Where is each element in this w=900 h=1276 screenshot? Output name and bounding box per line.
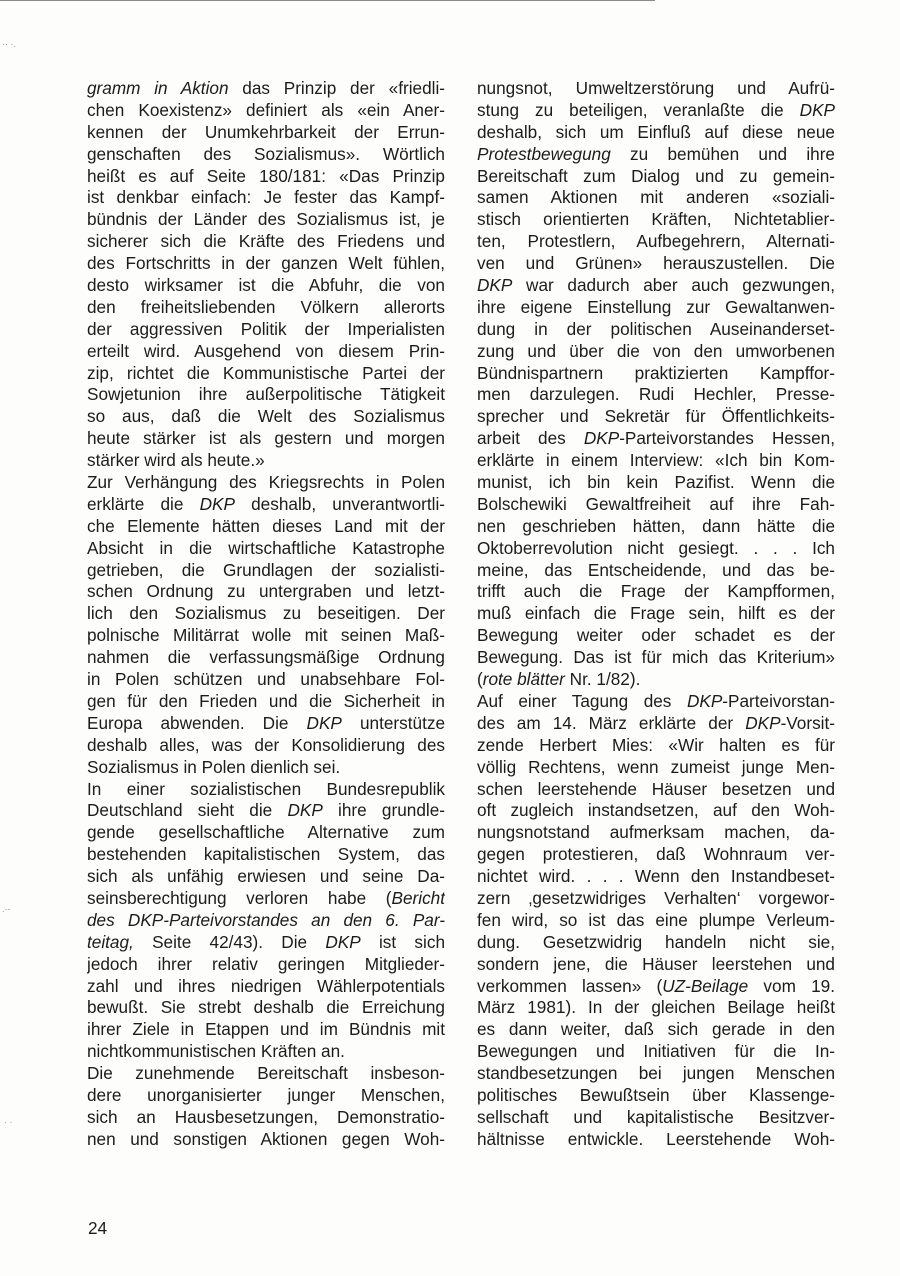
text-line — [87, 757, 445, 779]
text-line — [87, 100, 445, 122]
text-run: deshalb alles, was der Konsolidierung des — [87, 734, 445, 755]
text-run: vom 19. — [748, 975, 835, 996]
text-run: Seite 42/43). Die — [133, 931, 326, 952]
text-line — [87, 78, 445, 100]
text-line — [477, 1019, 835, 1041]
text-line — [477, 800, 835, 822]
italic-run: gramm in Aktion — [87, 78, 229, 98]
text-run: zu bemühen und ihre — [610, 143, 835, 164]
text-run: kennen der Unumkehrbarkeit der Errun- — [87, 121, 445, 142]
text-run: desto wirksamer ist die Abfuhr, die von — [87, 275, 445, 296]
text-line — [87, 1129, 445, 1151]
text-run: unterstütze — [341, 712, 445, 733]
text-run: chen Koexistenz» definiert als «ein Aner- — [87, 99, 445, 120]
text-run: Bündnispartnern praktizierten Kampffor- — [477, 362, 835, 383]
text-line — [477, 779, 835, 801]
text-line — [87, 1063, 445, 1085]
text-run: fen wird, so ist das eine plumpe Verleum- — [477, 909, 835, 930]
text-run: nichtet wird. . . . Wenn den Instandbeset- — [477, 866, 835, 887]
text-line — [477, 757, 835, 779]
text-run: sicherer sich die Kräfte des Friedens und — [87, 231, 445, 252]
text-line — [87, 691, 445, 713]
text-run: es dann weiter, daß sich gerade in den — [477, 1019, 835, 1040]
text-run: Europa abwenden. Die — [87, 712, 307, 733]
text-line — [477, 932, 835, 954]
text-run: zern ‚gesetzwidriges Verhalten‘ vorgewor- — [477, 887, 835, 908]
text-line — [477, 428, 835, 450]
page-number: 24 — [88, 1218, 108, 1238]
text-run: Bewegung. Das ist für mich das Kriterium» — [477, 647, 835, 668]
text-run: bündnis der Länder des Sozialismus ist, je — [87, 209, 445, 230]
text-line — [477, 976, 835, 998]
text-run: zende Herbert Mies: «Wir halten es für — [477, 734, 835, 755]
text-line — [87, 932, 445, 954]
text-run: März 1981). In der gleichen Beilage heißt — [477, 997, 835, 1018]
text-run: Sowjetunion ihre außerpolitische Tätigkeit — [87, 384, 445, 405]
text-run: der aggressiven Politik der Imperialisten — [87, 318, 445, 339]
italic-run: Protestbewegung — [477, 143, 611, 164]
text-run: deshalb, sich um Einfluß auf diese neue — [477, 121, 835, 142]
text-run: Oktoberrevolution nicht gesiegt. . . . Ich — [477, 537, 835, 558]
text-run: Die zunehmende Bereitschaft insbeson- — [87, 1063, 445, 1084]
text-line — [87, 406, 445, 428]
text-run: zung und über die von den umworbenen — [477, 340, 835, 361]
text-run: gegen protestieren, daß Wohnraum ver- — [477, 844, 835, 865]
italic-run: des DKP-Parteivorstandes an den 6. Par- — [87, 909, 445, 930]
text-line — [87, 910, 445, 932]
text-line — [87, 144, 445, 166]
text-run: schen Ordnung zu untergraben und letzt- — [87, 581, 445, 602]
text-run: ihrer Ziele in Etappen und im Bündnis mit — [87, 1019, 445, 1040]
text-run: che Elemente hätten dieses Land mit der — [87, 515, 445, 536]
italic-run: UZ-Beilage — [662, 975, 749, 996]
text-run: nungsnot, Umweltzerstörung und Aufrü- — [477, 78, 835, 98]
text-run: zahl und ihres niedrigen Wählerpotentials — [87, 975, 445, 996]
text-run: Nr. 1/82). — [564, 669, 641, 690]
text-run: standbesetzungen bei jungen Menschen — [477, 1063, 835, 1084]
text-line — [87, 1019, 445, 1041]
text-line — [477, 187, 835, 209]
text-run: heute stärker ist als gestern und morgen — [87, 428, 445, 449]
text-run: genschaften des Sozialismus». Wörtlich — [87, 143, 445, 164]
text-line — [477, 1085, 835, 1107]
text-run: munist, ich bin kein Pazifist. Wenn die — [477, 472, 835, 493]
text-line — [87, 363, 445, 385]
text-line — [87, 800, 445, 822]
text-line — [87, 844, 445, 866]
text-run: polnische Militärrat wolle mit seinen Maß- — [87, 625, 445, 646]
text-line — [477, 1107, 835, 1129]
text-line — [477, 472, 835, 494]
text-run: seinsberechtigung verloren habe ( — [87, 887, 392, 908]
text-line — [477, 494, 835, 516]
text-line — [477, 735, 835, 757]
text-line — [477, 450, 835, 472]
text-line — [87, 713, 445, 735]
scan-speck: .·- — [2, 904, 11, 914]
italic-run: DKP — [686, 690, 723, 711]
text-line — [477, 625, 835, 647]
text-run: den freiheitsliebenden Völkern allerorts — [87, 296, 445, 317]
text-run: -Vorsit- — [780, 712, 835, 733]
text-run: nen geschrieben hätten, dann hätte die — [477, 515, 835, 536]
text-line — [87, 560, 445, 582]
text-line — [477, 669, 835, 691]
text-line — [477, 209, 835, 231]
text-run: so aus, daß die Welt des Sozialismus — [87, 406, 445, 427]
text-run: Bereitschaft zum Dialog und zu gemein- — [477, 165, 835, 186]
text-run: ten, Protestlern, Aufbegehrern, Alternati- — [477, 231, 835, 252]
text-run: lich den Sozialismus zu beseitigen. Der — [87, 603, 445, 624]
text-run: In einer sozialistischen Bundesrepublik — [87, 778, 445, 799]
left-column — [87, 78, 445, 1151]
text-line — [477, 1041, 835, 1063]
text-run: nen und sonstigen Aktionen gegen Woh- — [87, 1128, 445, 1149]
text-line — [87, 997, 445, 1019]
text-run: Zur Verhängung des Kriegsrechts in Polen — [87, 472, 445, 493]
text-run: dere unorganisierter junger Menschen, — [87, 1084, 445, 1105]
italic-run: Bericht — [391, 887, 445, 908]
text-run: in Polen schützen und unabsehbare Fol- — [87, 669, 445, 690]
text-run: sich als unfähig erwiesen und seine Da- — [87, 866, 445, 887]
text-run: dung in der politischen Auseinanderset- — [477, 318, 835, 339]
text-line — [477, 538, 835, 560]
text-line — [477, 560, 835, 582]
text-line — [87, 275, 445, 297]
text-line — [87, 450, 445, 472]
text-run: -Parteivorstan- — [722, 690, 835, 711]
text-run: verkommen lassen» ( — [477, 975, 663, 996]
text-run: gen für den Frieden und die Sicherheit in — [87, 690, 445, 711]
italic-run: DKP — [799, 99, 835, 120]
text-line — [87, 538, 445, 560]
text-run: dung. Gesetzwidrig handeln nicht sie, — [477, 931, 835, 952]
italic-run: DKP — [306, 712, 342, 733]
text-run: politisches Bewußtsein über Klassenge- — [477, 1084, 835, 1105]
text-line — [87, 735, 445, 757]
text-run: muß einfach die Frage sein, hilft es der — [477, 603, 835, 624]
text-line — [87, 822, 445, 844]
text-line — [87, 1085, 445, 1107]
text-run: Bewegungen und Initiativen für die In- — [477, 1041, 835, 1062]
text-run: ( — [477, 669, 483, 690]
text-line — [87, 603, 445, 625]
text-run: sich an Hausbesetzungen, Demonstratio- — [87, 1106, 445, 1127]
text-run: schen leerstehende Häuser besetzen und — [477, 778, 835, 799]
text-line — [87, 516, 445, 538]
text-line — [87, 428, 445, 450]
text-run: Absicht in die wirtschaftliche Katastrophe — [87, 537, 445, 558]
text-run: meine, das Entscheidende, und das be- — [477, 559, 835, 580]
italic-run: DKP — [199, 493, 235, 514]
top-rule — [0, 0, 655, 1]
text-line — [87, 954, 445, 976]
text-run: bewußt. Sie strebt deshalb die Erreichung — [87, 997, 445, 1018]
text-run: deshalb, unverantwortli- — [234, 493, 445, 514]
text-line — [477, 1063, 835, 1085]
text-line — [87, 581, 445, 603]
text-run: erklärte die — [87, 493, 200, 514]
text-line — [87, 297, 445, 319]
text-run: ihre eigene Einstellung zur Gewaltanwen- — [477, 296, 835, 317]
text-run: nahmen die verfassungsmäßige Ordnung — [87, 647, 445, 668]
italic-run: DKP — [287, 800, 323, 821]
text-run: ihre grundle- — [322, 800, 445, 821]
text-run: jedoch ihrer relativ geringen Mitglieder- — [87, 953, 445, 974]
italic-run: DKP — [477, 275, 513, 296]
text-line — [477, 691, 835, 713]
text-line — [87, 319, 445, 341]
text-line — [87, 166, 445, 188]
text-line — [477, 1129, 835, 1151]
text-run: trifft auch die Frage der Kampfformen, — [477, 581, 835, 602]
text-line — [87, 187, 445, 209]
text-run: bestehenden kapitalistischen System, das — [87, 844, 445, 865]
text-run: ven und Grünen» herauszustellen. Die — [477, 253, 835, 274]
text-run: Deutschland sieht die — [87, 800, 288, 821]
text-line — [477, 713, 835, 735]
text-run: erteilt wird. Ausgehend von diesem Prin- — [87, 340, 445, 361]
text-line — [477, 363, 835, 385]
right-column — [477, 78, 835, 1151]
text-line — [87, 866, 445, 888]
text-line — [477, 888, 835, 910]
text-run: ist sich — [360, 931, 445, 952]
text-run: hältnisse entwickle. Leerstehende Woh- — [477, 1128, 835, 1149]
text-run: Auf einer Tagung des — [477, 690, 687, 711]
text-line — [477, 275, 835, 297]
text-line — [477, 231, 835, 253]
text-line — [477, 647, 835, 669]
text-run: ist denkbar einfach: Je fester das Kampf- — [87, 187, 445, 208]
text-run: Sozialismus in Polen dienlich sei. — [87, 756, 341, 777]
text-line — [477, 166, 835, 188]
text-run: völlig Rechtens, wenn zumeist junge Men- — [477, 756, 835, 777]
text-line — [477, 319, 835, 341]
text-line — [477, 144, 835, 166]
text-run: des Fortschritts in der ganzen Welt fühlen, — [87, 253, 445, 274]
text-line — [87, 669, 445, 691]
italic-run: DKP — [745, 712, 781, 733]
text-line — [87, 1107, 445, 1129]
text-line — [87, 647, 445, 669]
text-line — [87, 888, 445, 910]
text-line — [477, 341, 835, 363]
text-run: das Prinzip der «friedli- — [228, 78, 445, 98]
text-line — [87, 472, 445, 494]
text-line — [477, 997, 835, 1019]
text-line — [87, 341, 445, 363]
italic-run: teitag, — [87, 931, 134, 952]
text-line — [477, 297, 835, 319]
text-run: stisch orientierten Kräften, Nichtetablier- — [477, 209, 835, 230]
text-run: -Parteivorstandes Hessen, — [619, 428, 835, 449]
text-line — [477, 954, 835, 976]
text-line — [477, 122, 835, 144]
text-run: nungsnotstand aufmerksam machen, da- — [477, 822, 835, 843]
scan-speck: ·· ·. — [2, 39, 16, 49]
text-line — [477, 603, 835, 625]
text-line — [477, 78, 835, 100]
text-run: stärker wird als heute.» — [87, 450, 265, 471]
text-run: men darzulegen. Rudi Hechler, Presse- — [477, 384, 835, 405]
text-run: des am 14. März erklärte der — [477, 712, 746, 733]
text-line — [87, 1041, 445, 1063]
text-line — [87, 779, 445, 801]
italic-run: DKP — [583, 428, 620, 449]
text-run: sellschaft und kapitalistische Besitzver- — [477, 1106, 835, 1127]
text-line — [477, 581, 835, 603]
text-line — [87, 231, 445, 253]
text-line — [477, 100, 835, 122]
text-run: oft zugleich instandsetzen, auf den Woh- — [477, 800, 835, 821]
text-line — [477, 822, 835, 844]
text-run: arbeit des — [477, 428, 584, 449]
text-run: gende gesellschaftliche Alternative zum — [87, 822, 445, 843]
text-line — [477, 516, 835, 538]
text-line — [87, 253, 445, 275]
text-line — [477, 866, 835, 888]
text-run: nichtkommunistischen Kräften an. — [87, 1041, 345, 1062]
text-line — [87, 209, 445, 231]
text-line — [87, 976, 445, 998]
italic-run: DKP — [325, 931, 361, 952]
text-run: Bewegung weiter oder schadet es der — [477, 625, 835, 646]
text-run: sondern jene, die Häuser leerstehen und — [477, 953, 835, 974]
text-run: erklärte in einem Interview: «Ich bin Kom- — [477, 450, 835, 471]
scan-speck: · · — [4, 1117, 13, 1127]
text-line — [477, 253, 835, 275]
text-run: stung zu beteiligen, veranlaßte die — [477, 99, 800, 120]
text-run: heißt es auf Seite 180/181: «Das Prinzip — [87, 165, 445, 186]
italic-run: rote blätter — [482, 669, 565, 690]
text-line — [87, 625, 445, 647]
text-run: samen Aktionen mit anderen «soziali- — [477, 187, 835, 208]
text-run: sprecher und Sekretär für Öffentlichkeits- — [477, 406, 835, 427]
text-line — [477, 406, 835, 428]
text-line — [477, 844, 835, 866]
text-line — [477, 910, 835, 932]
text-line — [87, 494, 445, 516]
text-run: getrieben, die Grundlagen der sozialisti- — [87, 559, 445, 580]
text-run: Bolschewiki Gewaltfreiheit auf ihre Fah- — [477, 493, 835, 514]
text-line — [87, 122, 445, 144]
text-line — [477, 384, 835, 406]
text-run: war dadurch aber auch gezwungen, — [512, 275, 835, 296]
text-run: zip, richtet die Kommunistische Partei der — [87, 362, 445, 383]
text-line — [87, 384, 445, 406]
